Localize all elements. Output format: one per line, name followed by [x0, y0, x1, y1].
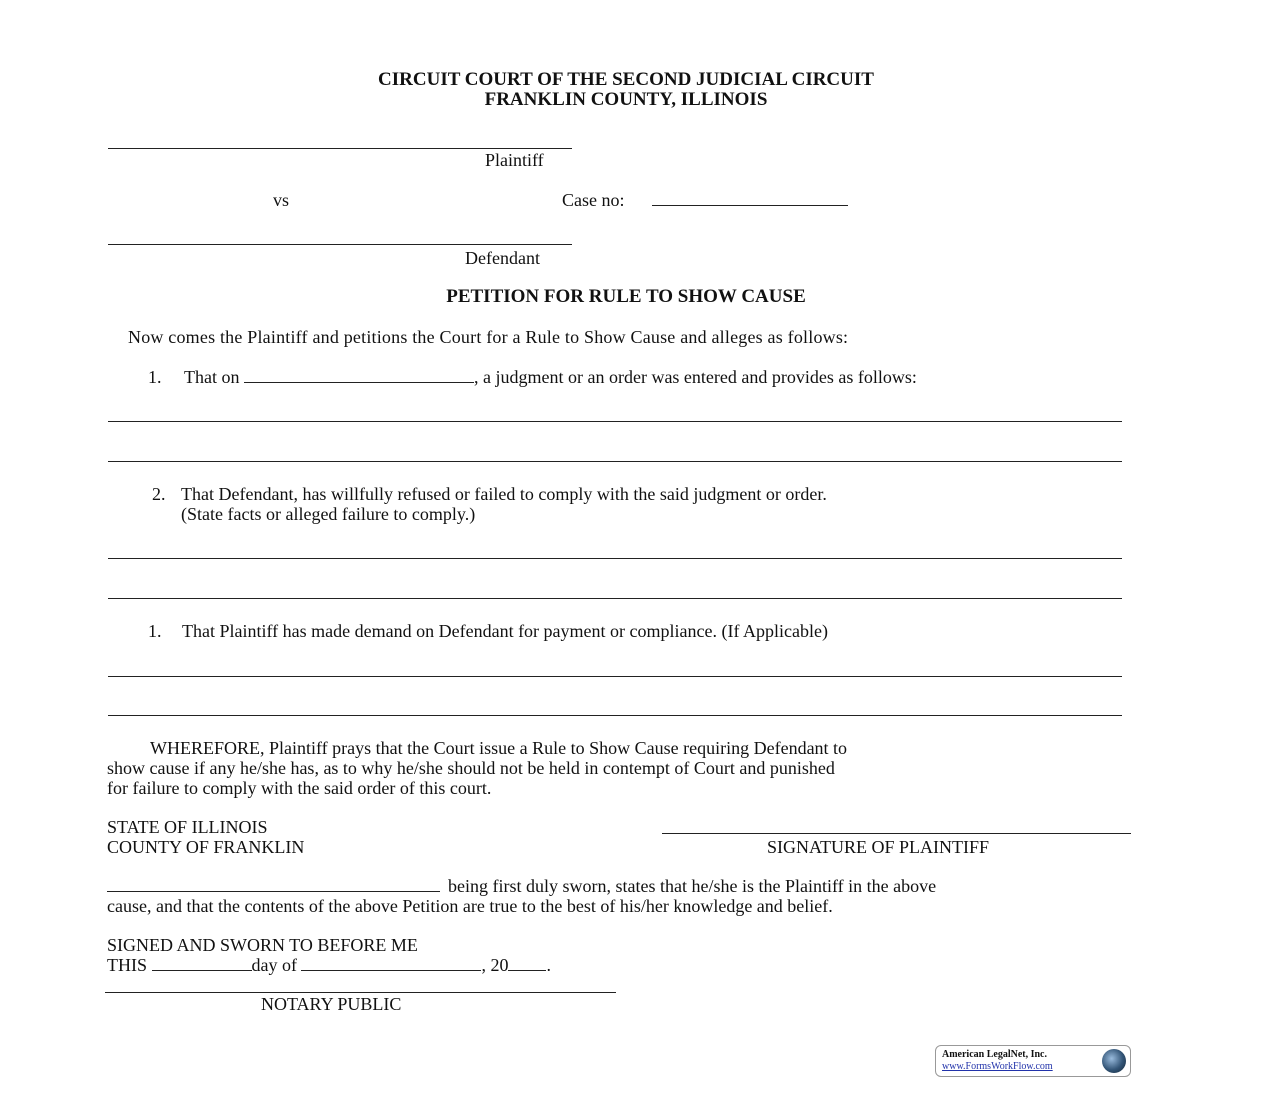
logo-url[interactable]: www.FormsWorkFlow.com [942, 1061, 1053, 1072]
document-title: PETITION FOR RULE TO SHOW CAUSE [446, 286, 806, 307]
answer-line[interactable] [108, 676, 1122, 677]
notary-signature-line[interactable] [105, 992, 616, 993]
answer-line[interactable] [108, 421, 1122, 422]
item-1-text [184, 367, 917, 387]
answer-line[interactable] [108, 558, 1122, 559]
american-legalnet-logo [935, 1045, 1131, 1077]
signature-label: SIGNATURE OF PLAINTIFF [767, 837, 990, 857]
this-label: THIS [107, 955, 147, 975]
county-label: COUNTY OF FRANKLIN [107, 837, 305, 857]
date-blank[interactable] [244, 367, 474, 383]
item-2-sub: (State facts or alleged failure to comply.) [181, 504, 476, 524]
defendant-label: Defendant [465, 248, 540, 268]
month-blank[interactable] [301, 955, 481, 971]
plaintiff-label: Plaintiff [485, 150, 544, 170]
defendant-line[interactable] [108, 244, 572, 245]
item-1-number: 1. [148, 367, 162, 387]
item-1-post: , a judgment or an order was entered and provides as follows: [474, 367, 917, 387]
item-3-text: That Plaintiff has made demand on Defendant for payment or compliance. (If Applicable) [182, 621, 828, 641]
answer-line[interactable] [108, 461, 1122, 462]
date-sworn [107, 955, 551, 975]
case-no-line[interactable] [652, 205, 848, 206]
wherefore-line-3: for failure to comply with the said order of this court. [107, 778, 492, 798]
day-of-label: day of [251, 955, 297, 975]
item-1-pre: That on [184, 367, 240, 387]
oath-line-2: cause, and that the contents of the above Petition are true to the best of his/her knowledge and belief. [107, 896, 833, 916]
item-3-number: 1. [148, 621, 162, 641]
wherefore-line-2: show cause if any he/she has, as to why he/she should not be held in contempt of Court and punished [107, 758, 835, 778]
case-no-label: Case no: [562, 190, 625, 210]
notary-label: NOTARY PUBLIC [261, 994, 402, 1014]
plaintiff-line[interactable] [108, 148, 572, 149]
answer-line[interactable] [108, 715, 1122, 716]
intro-text: Now comes the Plaintiff and petitions the Court for a Rule to Show Cause and alleges as follows: [128, 327, 849, 347]
logo-company: American LegalNet, Inc. [942, 1049, 1047, 1060]
period: . [546, 955, 551, 975]
vs-label: vs [273, 190, 290, 210]
oath-line-1: being first duly sworn, states that he/she is the Plaintiff in the above [448, 876, 937, 896]
wherefore-line-1: WHEREFORE, Plaintiff prays that the Court issue a Rule to Show Cause requiring Defendant to [150, 738, 848, 758]
year-label: , 20 [481, 955, 509, 975]
item-2-text: That Defendant, has willfully refused or failed to comply with the said judgment or order. [181, 484, 827, 504]
county-name: FRANKLIN COUNTY, ILLINOIS [484, 89, 768, 110]
item-2-number: 2. [152, 484, 166, 504]
affiant-name-line[interactable] [107, 891, 440, 892]
year-blank[interactable] [508, 955, 546, 971]
day-blank[interactable] [152, 955, 252, 971]
globe-icon [1102, 1049, 1126, 1073]
state-label: STATE OF ILLINOIS [107, 817, 268, 837]
signed-sworn-label: SIGNED AND SWORN TO BEFORE ME [107, 935, 418, 955]
answer-line[interactable] [108, 598, 1122, 599]
court-name: CIRCUIT COURT OF THE SECOND JUDICIAL CIRCUIT [378, 69, 874, 90]
signature-line[interactable] [662, 833, 1131, 834]
